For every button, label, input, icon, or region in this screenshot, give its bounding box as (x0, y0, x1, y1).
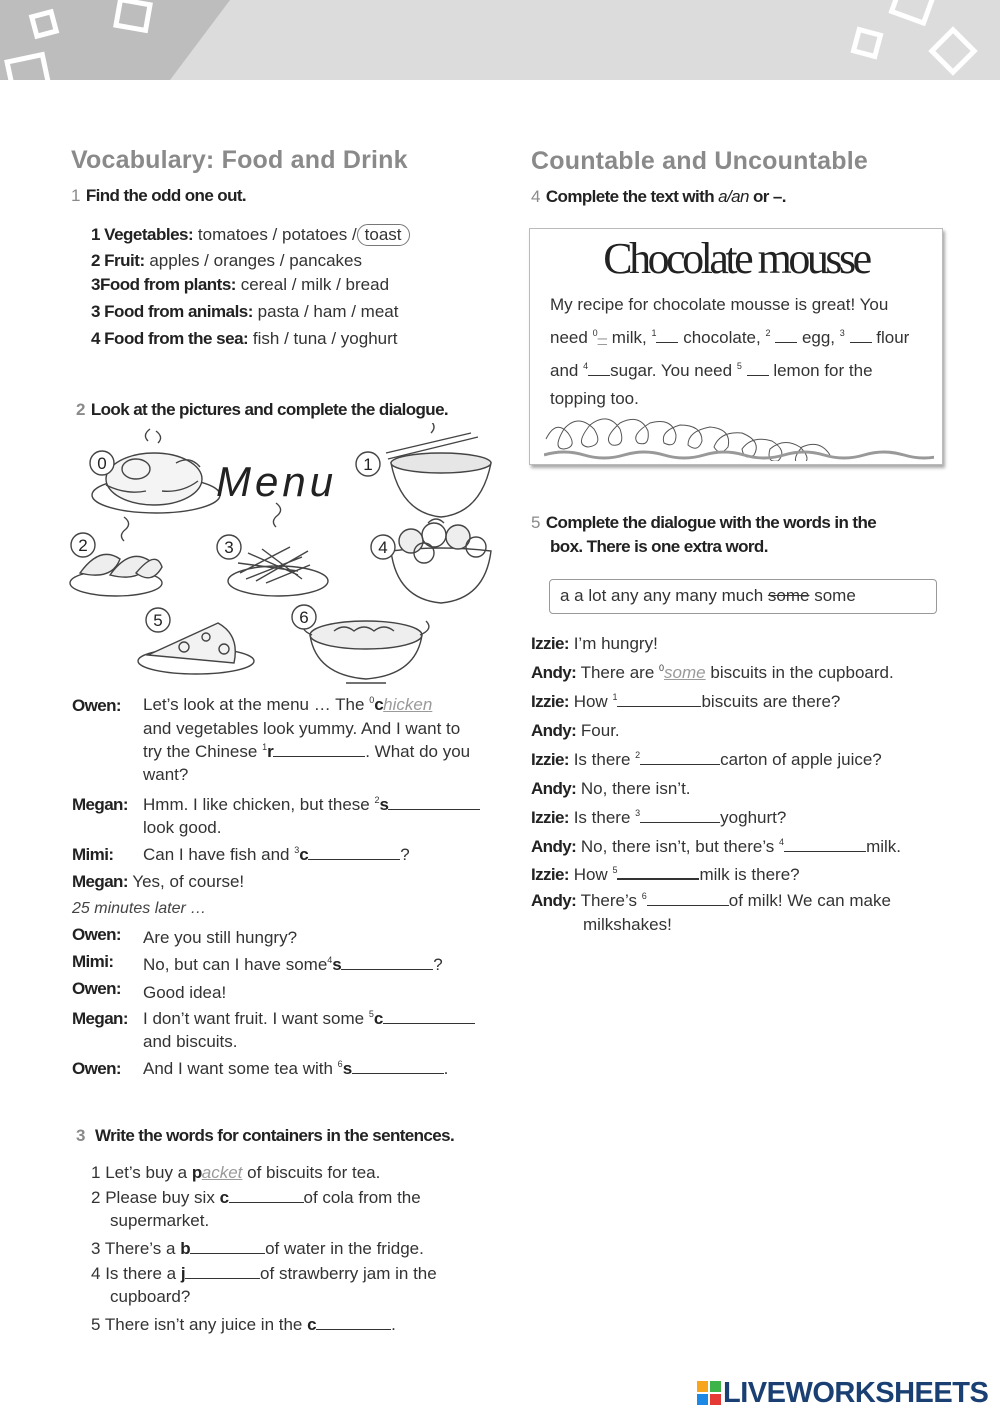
dialogue-text: Hmm. I like chicken, but these $^2$s (143, 795, 480, 815)
answer-blank[interactable] (656, 329, 678, 343)
exercise-2-instruction: 2 Look at the pictures and complete the dialogue. (76, 400, 449, 419)
section-title-countable: Countable and Uncountable (531, 147, 868, 175)
ex1-item-5: 4 Food from the sea: fish / tuna / yoghurt (91, 329, 398, 348)
answer-blank[interactable] (640, 813, 720, 823)
dialogue-line: Izzie: Is there $^3$ yoghurt? (531, 808, 787, 827)
dialogue-line: Andy: No, there isn’t. (531, 779, 691, 798)
dialogue-line: Izzie: How $^5$ milk is there? (531, 865, 800, 884)
fruit-bowl-picture (391, 519, 491, 603)
answer-blank[interactable] (383, 1010, 475, 1024)
answer-blank[interactable] (617, 697, 701, 707)
ex3-sentence-2-cont: supermarket. (110, 1211, 210, 1230)
rice-bowl-picture (386, 423, 491, 517)
dialogue-line-owen: Owen: (72, 696, 121, 715)
exercise-4-instruction: 4 Complete the text with a/an or –. (531, 187, 786, 206)
dialogue-line: Andy: There are $^0$some biscuits in the cupboard. (531, 663, 894, 682)
decorative-swirl (544, 411, 934, 461)
ex1-item-1: 1 Vegetables: tomatoes / potatoes / toast (91, 224, 410, 246)
dialogue-speaker: Megan: (72, 795, 128, 814)
dialogue-line: Andy: No, there isn’t, but there’s $^4$ milk. (531, 837, 902, 856)
dialogue-line: Andy: Four. (531, 721, 620, 740)
picture-number: 3 (224, 538, 234, 557)
dialogue-text: No, but can I have some$^4$s ? (143, 955, 443, 974)
picture-number: 6 (299, 608, 309, 627)
dialogue-text: want? (143, 765, 189, 784)
dialogue-speaker: Owen: (72, 1059, 121, 1078)
answer-blank[interactable] (229, 1189, 304, 1203)
answer-blank[interactable] (341, 956, 433, 970)
time-note: 25 minutes later … (72, 900, 207, 917)
picture-number: 4 (378, 538, 388, 557)
ex1-item-2: 2 Fruit: apples / oranges / pancakes (91, 251, 362, 270)
section-title-vocabulary: Vocabulary: Food and Drink (71, 146, 408, 174)
dialogue-line: Megan: Yes, of course! (72, 872, 245, 891)
dialogue-text: Good idea! (143, 983, 227, 1002)
dialogue-line: Izzie: Is there $^2$ carton of apple juice? (531, 750, 882, 769)
recipe-text: My recipe for chocolate mousse is great! You need $^0$– milk, $^1$ chocolate, $^2$ egg, $^3$ flour and $^4$ sugar. You need $^5$ lemon for the topping too. (550, 295, 910, 408)
ex3-sentence-4: 4 Is there a j of strawberry jam in the (91, 1264, 437, 1283)
word-box: a a lot any any many much some some (549, 579, 937, 614)
answer-blank[interactable] (775, 329, 797, 343)
picture-number: 1 (363, 455, 373, 474)
ex3-sentence-2: 2 Please buy six c of cola from the (91, 1188, 421, 1207)
answer-blank[interactable] (850, 329, 872, 343)
recipe-title: Chocolate mousse (603, 234, 869, 283)
ex3-sentence-5: 5 There isn’t any juice in the c . (91, 1315, 396, 1334)
dialogue-line: Izzie: How $^1$ biscuits are there? (531, 692, 841, 711)
exercise-5-instruction-cont: box. There is one extra word. (550, 537, 768, 556)
answer-blank[interactable] (640, 755, 720, 765)
answer-blank[interactable] (747, 362, 769, 376)
dialogue-line-cont: milkshakes! (583, 915, 672, 934)
exercise-1-instruction: 1 Find the odd one out. (71, 186, 247, 205)
dialogue-line: Izzie: I’m hungry! (531, 634, 658, 653)
ex1-item-3: 3Food from plants: cereal / milk / bread (91, 275, 390, 294)
soup-picture (303, 621, 429, 683)
liveworksheets-logo: LIVEWORKSHEETS (697, 1377, 988, 1410)
picture-number: 5 (153, 611, 163, 630)
dialogue-speaker: Mimi: (72, 845, 114, 864)
answer-blank[interactable] (617, 870, 699, 880)
menu-heading: Menu (216, 458, 338, 505)
dialogue-text: Can I have fish and $^3$c ? (143, 845, 410, 864)
answer-blank[interactable] (588, 362, 610, 376)
answer-blank[interactable] (316, 1316, 391, 1330)
answer-blank[interactable] (185, 1265, 260, 1279)
menu-illustration (66, 423, 496, 690)
answer-blank[interactable] (352, 1060, 444, 1074)
recipe-card (529, 228, 943, 465)
dialogue-text: and biscuits. (143, 1032, 238, 1051)
dialogue-text: and vegetables look yummy. And I want to (143, 719, 461, 738)
answer-blank[interactable] (308, 846, 400, 860)
dialogue-speaker: Owen: (72, 979, 121, 998)
dialogue-text: I don’t want fruit. I want some $^5$c (143, 1009, 475, 1029)
dialogue-line: Andy: There’s $^6$ of milk! We can make (531, 891, 891, 910)
dialogue-text: try the Chinese $^1$r . What do you (143, 742, 471, 761)
picture-number: 2 (78, 536, 88, 555)
exercise-5-instruction: 5 Complete the dialogue with the words in the (531, 513, 877, 532)
answer-blank[interactable] (190, 1240, 265, 1254)
ex3-sentence-4-cont: cupboard? (110, 1287, 191, 1306)
circled-answer: toast (357, 224, 410, 246)
chips-picture (228, 503, 328, 596)
logo-icon (697, 1381, 721, 1405)
picture-number: 0 (97, 454, 107, 473)
dialogue-speaker: Owen: (72, 925, 121, 944)
answer-blank[interactable] (273, 743, 365, 757)
answer-blank[interactable] (647, 896, 729, 906)
struck-word: some (767, 586, 810, 605)
dialogue-text: look good. (143, 818, 222, 837)
header-banner (0, 0, 1000, 80)
dialogue-text: And I want some tea with $^6$s . (143, 1059, 449, 1078)
answer-blank[interactable] (388, 796, 480, 810)
exercise-3-instruction: 3 Write the words for containers in the sentences. (76, 1126, 455, 1145)
ex1-item-4: 3 Food from animals: pasta / ham / meat (91, 302, 399, 321)
dialogue-text: Are you still hungry? (143, 928, 298, 947)
dialogue-speaker: Mimi: (72, 952, 114, 971)
dialogue-speaker: Megan: (72, 1009, 128, 1028)
dialogue-text: Let’s look at the menu … The $^0$chicken (143, 695, 433, 714)
ex3-sentence-3: 3 There’s a b of water in the fridge. (91, 1239, 424, 1258)
answer-blank[interactable] (784, 842, 866, 852)
ex3-sentence-1: 1 Let’s buy a packet of biscuits for tea. (91, 1163, 381, 1182)
